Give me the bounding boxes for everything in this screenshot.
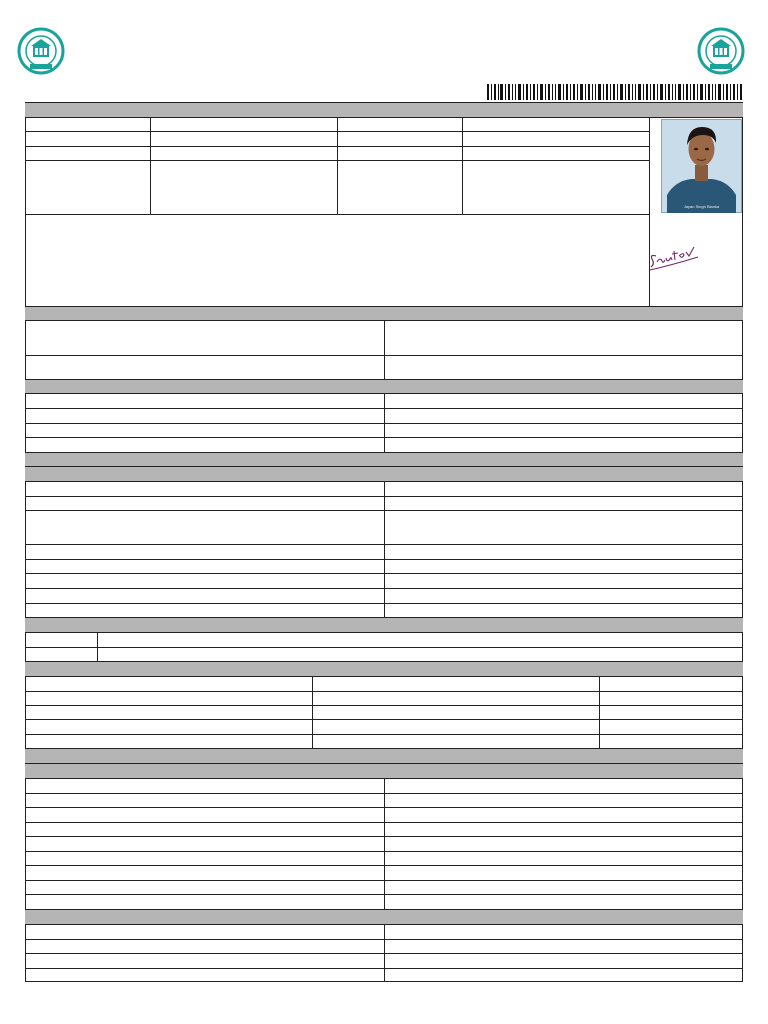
section-band [25, 748, 743, 764]
photo-caption: Jayan Singh Blanka [683, 204, 720, 209]
grid-line [25, 851, 743, 852]
grid-line [25, 836, 743, 837]
grid-line [462, 117, 463, 214]
section-band [25, 909, 743, 925]
grid-line [25, 822, 743, 823]
section-band [25, 306, 743, 321]
grid-line [25, 865, 743, 866]
grid-line [25, 894, 743, 895]
grid-line [384, 779, 385, 909]
barcode-icon [487, 84, 742, 100]
signature-image [648, 240, 704, 274]
grid-line [25, 968, 743, 969]
grid-line [312, 677, 313, 748]
section-band [25, 661, 743, 677]
section-band [25, 617, 743, 633]
grid-line [25, 793, 743, 794]
grid-line [25, 355, 743, 356]
grid-line [25, 705, 743, 706]
grid-line [649, 117, 650, 306]
section-band [25, 763, 743, 779]
grid-line [25, 880, 743, 881]
grid-line [150, 117, 151, 214]
grid-line [25, 496, 743, 497]
grid-line [25, 544, 743, 545]
grid-line [25, 423, 743, 424]
grid-line [25, 953, 743, 954]
section-band [25, 102, 743, 118]
grid-line [25, 734, 743, 735]
grid-line [25, 559, 743, 560]
grid-line [25, 807, 743, 808]
left-board-logo-icon [17, 27, 65, 75]
grid-line [25, 408, 743, 409]
grid-line [25, 214, 649, 215]
grid-line [25, 588, 743, 589]
grid-line [384, 482, 385, 617]
applicant-photo [661, 119, 742, 213]
grid-line [599, 677, 600, 748]
section-band [25, 466, 743, 482]
section-band [25, 452, 743, 467]
grid-line [25, 647, 743, 648]
grid-line [384, 321, 385, 379]
section-band [25, 379, 743, 394]
grid-line [25, 719, 743, 720]
grid-line [25, 691, 743, 692]
grid-line [25, 573, 743, 574]
grid-line [25, 437, 743, 438]
grid-line [25, 603, 743, 604]
grid-line [337, 117, 338, 214]
grid-line [25, 510, 743, 511]
right-board-logo-icon [697, 27, 745, 75]
grid-line [25, 939, 743, 940]
